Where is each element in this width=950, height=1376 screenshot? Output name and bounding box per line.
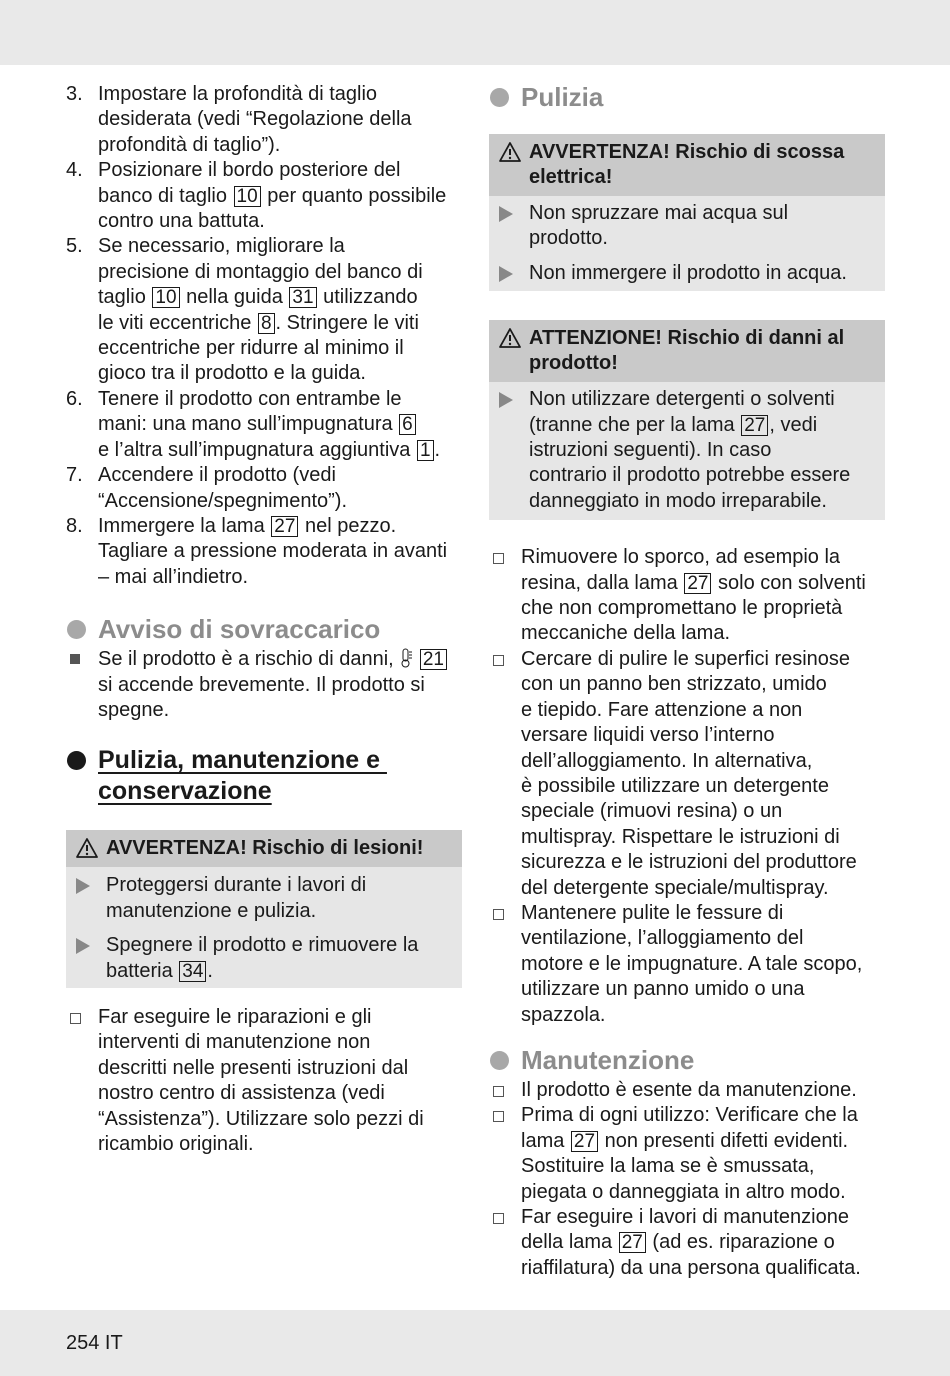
item-text: piegata o danneggiata in altro modo. (521, 1180, 846, 1203)
text-span: solo con solventi (712, 571, 866, 594)
step-number: 5. (66, 235, 83, 258)
step-text (98, 412, 462, 437)
text-span: . Stringere le viti (275, 311, 419, 334)
item-text: contrario il prodotto potrebbe essere (529, 464, 851, 487)
item-text: Non spruzzare mai acqua sul (529, 202, 789, 224)
item-text: e tiepido. Fare attenzione a non (521, 698, 803, 721)
part-ref: 27 (741, 415, 768, 436)
text-span: batteria (106, 959, 179, 982)
warning-box-header (489, 320, 885, 382)
warning-box-header (489, 134, 885, 196)
list-item (66, 158, 462, 234)
item-text: utilizzare un panno umido o una (521, 978, 805, 1001)
item-text: è possibile utilizzare un detergente (521, 774, 829, 797)
bullet-dot-icon (490, 1051, 509, 1070)
checkbox-square-icon (70, 1013, 81, 1024)
item-text: si accende brevemente. Il prodotto si (98, 673, 425, 696)
bullet-dot-icon (490, 88, 509, 107)
text-span: mani: una mano sull’impugnatura (98, 413, 399, 436)
warning-triangle-icon (499, 328, 521, 348)
item-text: del detergente speciale/multispray. (521, 876, 829, 899)
item-text: descritti nelle presenti istruzioni dal (98, 1056, 409, 1079)
list-item (489, 1103, 885, 1205)
text-span: Se il prodotto è a rischio di danni, (98, 648, 400, 671)
item-text: Spegnere il prodotto e rimuovere la (106, 934, 419, 957)
part-ref: 10 (234, 186, 261, 207)
step-text (98, 184, 462, 209)
page-number: 254 IT (66, 1332, 123, 1354)
arrow-right-icon (499, 392, 513, 408)
step-number: 7. (66, 464, 83, 487)
right-column (489, 82, 885, 1281)
checkbox-square-icon (493, 553, 504, 564)
text-span: nel pezzo. (299, 514, 397, 537)
warning-box-injury (66, 830, 462, 988)
item-text: spegne. (98, 698, 170, 721)
step-text: “Accensione/spegnimento”). (98, 489, 348, 512)
heading-text: Pulizia (521, 82, 604, 112)
item-text: Rimuovere lo sporco, ad esempio la (521, 546, 841, 569)
text-span: nella guida (180, 286, 289, 309)
arrow-right-icon (499, 266, 513, 282)
section-heading-cleaning (489, 82, 885, 112)
item-text (521, 1230, 885, 1255)
warning-triangle-icon (76, 838, 98, 858)
part-ref: 21 (420, 649, 447, 670)
warning-title: AVVERTENZA! Rischio di scossa (529, 141, 845, 163)
list-item (489, 545, 885, 647)
text-span: , vedi (769, 413, 818, 436)
warning-box-header (66, 830, 462, 867)
warning-title: prodotto! (529, 352, 618, 375)
item-text: Cercare di pulire le superfici resinose (521, 647, 851, 670)
item-text: ventilazione, l’alloggiamento del (521, 927, 804, 950)
warning-item (489, 261, 885, 286)
item-text (98, 647, 462, 672)
item-text: spazzola. (521, 1003, 606, 1026)
text-span: (tranne che per la lama (529, 413, 741, 436)
section-heading-main (66, 745, 462, 807)
footer-bar (0, 1310, 950, 1376)
item-text: Mantenere pulite le fessure di (521, 901, 784, 924)
heading-text: Manutenzione (521, 1044, 695, 1075)
text-span: e l’altra sull’impugnatura aggiuntiva (98, 438, 416, 461)
item-text (106, 959, 452, 984)
item-text: interventi di manutenzione non (98, 1031, 371, 1054)
item-text: Sostituire la lama se è smussata, (521, 1155, 815, 1178)
arrow-right-icon (76, 938, 90, 954)
list-item (66, 1005, 462, 1157)
section-heading-overload (66, 614, 462, 644)
text-span: per quanto possibile (261, 184, 447, 207)
part-ref: 27 (571, 1131, 598, 1152)
item-text: ricambio originali. (98, 1133, 254, 1155)
item-text: speciale (rimuovi resina) o un (521, 800, 783, 823)
checkbox-square-icon (493, 1111, 504, 1122)
list-item (66, 234, 462, 386)
item-text: dell’alloggiamento. In alternativa, (521, 749, 813, 772)
text-span: banco di taglio (98, 184, 233, 207)
step-number: 3. (66, 83, 83, 105)
part-ref: 8 (258, 313, 275, 334)
section-heading-maintenance (489, 1045, 885, 1075)
item-text: Proteggersi durante i lavori di (106, 874, 367, 897)
step-text: Posizionare il bordo posteriore del (98, 159, 401, 182)
warning-title: AVVERTENZA! Rischio di lesioni! (106, 837, 424, 860)
thermometer-icon (399, 648, 413, 668)
item-text: manutenzione e pulizia. (106, 899, 317, 922)
checkbox-square-icon (493, 1086, 504, 1097)
list-item (66, 647, 462, 723)
text-span: Immergere la lama (98, 514, 271, 537)
step-text: Impostare la profondità di taglio (98, 83, 378, 105)
list-item (66, 463, 462, 514)
list-item (489, 647, 885, 901)
step-text: profondità di taglio”). (98, 133, 281, 156)
step-text (98, 514, 462, 539)
bullet-dot-icon (67, 751, 86, 770)
step-text: contro una battuta. (98, 210, 265, 233)
part-ref: 10 (152, 287, 179, 308)
item-text: con un panno ben strizzato, umido (521, 673, 827, 696)
part-ref: 1 (417, 440, 434, 461)
step-number: 8. (66, 514, 83, 537)
item-text: Prima di ogni utilizzo: Verificare che la (521, 1104, 858, 1127)
text-span: lama (521, 1129, 570, 1152)
step-text (98, 311, 462, 336)
text-span: le viti eccentriche (98, 311, 257, 334)
bullet-dot-icon (67, 620, 86, 639)
step-text: Tenere il prodotto con entrambe le (98, 387, 402, 410)
step-number: 6. (66, 387, 83, 410)
warning-box-electric (489, 134, 885, 291)
caution-box-damage (489, 320, 885, 520)
item-text: Il prodotto è esente da manutenzione. (521, 1078, 857, 1101)
item-text: danneggiato in modo irreparabile. (529, 489, 827, 512)
step-text (98, 438, 462, 463)
list-item (66, 82, 462, 158)
item-text: istruzioni seguenti). In caso (529, 439, 772, 462)
list-item (66, 514, 462, 590)
item-text: prodotto. (529, 227, 608, 250)
item-text: Non immergere il prodotto in acqua. (529, 261, 847, 284)
item-text: che non compromettano le proprietà (521, 597, 843, 620)
item-text: riaffilatura) da una persona qualificata. (521, 1256, 861, 1279)
step-text: gioco tra il prodotto e la guida. (98, 362, 366, 385)
warning-item (489, 201, 885, 252)
text-span: non presenti difetti evidenti. (599, 1129, 849, 1152)
item-text: nostro centro di assistenza (vedi (98, 1082, 385, 1105)
item-text: meccaniche della lama. (521, 622, 730, 645)
warning-triangle-icon (499, 142, 521, 162)
checkbox-square-icon (493, 1213, 504, 1224)
item-text: versare liquidi verso l’interno (521, 724, 775, 747)
text-span: (ad es. riparazione o (646, 1231, 835, 1254)
text-span: della lama (521, 1231, 618, 1254)
step-number: 4. (66, 159, 83, 182)
step-text: Accendere il prodotto (vedi (98, 464, 336, 487)
heading-text: Pulizia, manutenzione e (98, 746, 387, 775)
square-bullet-icon (70, 654, 80, 664)
step-text: Se necessario, migliorare la (98, 235, 345, 258)
step-text: desiderata (vedi “Regolazione della (98, 108, 412, 131)
heading-text: conservazione (98, 777, 272, 806)
arrow-right-icon (499, 206, 513, 222)
item-text: sicurezza e le istruzioni del produttore (521, 851, 857, 874)
left-column (66, 82, 462, 1157)
item-text (529, 413, 875, 438)
warning-item (66, 933, 462, 984)
step-text: – mai all’indietro. (98, 565, 249, 588)
part-ref: 27 (619, 1232, 646, 1253)
item-text: Far eseguire i lavori di manutenzione (521, 1206, 849, 1228)
text-span: . (434, 438, 441, 461)
heading-text: Avviso di sovraccarico (98, 614, 381, 645)
text-span: taglio (98, 286, 152, 309)
item-text: Non utilizzare detergenti o solventi (529, 388, 835, 411)
list-item (489, 1078, 885, 1103)
item-text: “Assistenza”). Utilizzare solo pezzi di (98, 1107, 424, 1130)
list-item (66, 387, 462, 463)
checkbox-square-icon (493, 909, 504, 920)
step-text: Tagliare a pressione moderata in avanti (98, 540, 448, 563)
item-text (521, 1129, 885, 1154)
warning-title: elettrica! (529, 166, 613, 188)
arrow-right-icon (76, 878, 90, 894)
step-text (98, 285, 462, 310)
item-text (521, 571, 885, 596)
item-text: Far eseguire le riparazioni e gli (98, 1005, 372, 1028)
warning-item (489, 387, 885, 514)
warning-title: ATTENZIONE! Rischio di danni al (529, 327, 845, 350)
item-text: multispray. Rispettare le istruzioni di (521, 825, 840, 848)
item-text: motore e le impugnature. A tale scopo, (521, 952, 863, 975)
list-item (489, 901, 885, 1028)
header-bar (0, 0, 950, 65)
steps-list (66, 82, 462, 590)
text-span: resina, dalla lama (521, 571, 684, 594)
checkbox-square-icon (493, 655, 504, 666)
warning-item (66, 873, 462, 924)
part-ref: 27 (684, 573, 711, 594)
text-span: utilizzando (317, 286, 418, 309)
step-text: eccentriche per ridurre al minimo il (98, 337, 404, 360)
part-ref: 6 (399, 414, 416, 435)
text-span: . (207, 959, 213, 982)
part-ref: 27 (271, 516, 298, 537)
step-text: precisione di montaggio del banco di (98, 260, 423, 283)
part-ref: 34 (179, 961, 206, 982)
list-item (489, 1205, 885, 1281)
part-ref: 31 (289, 287, 316, 308)
